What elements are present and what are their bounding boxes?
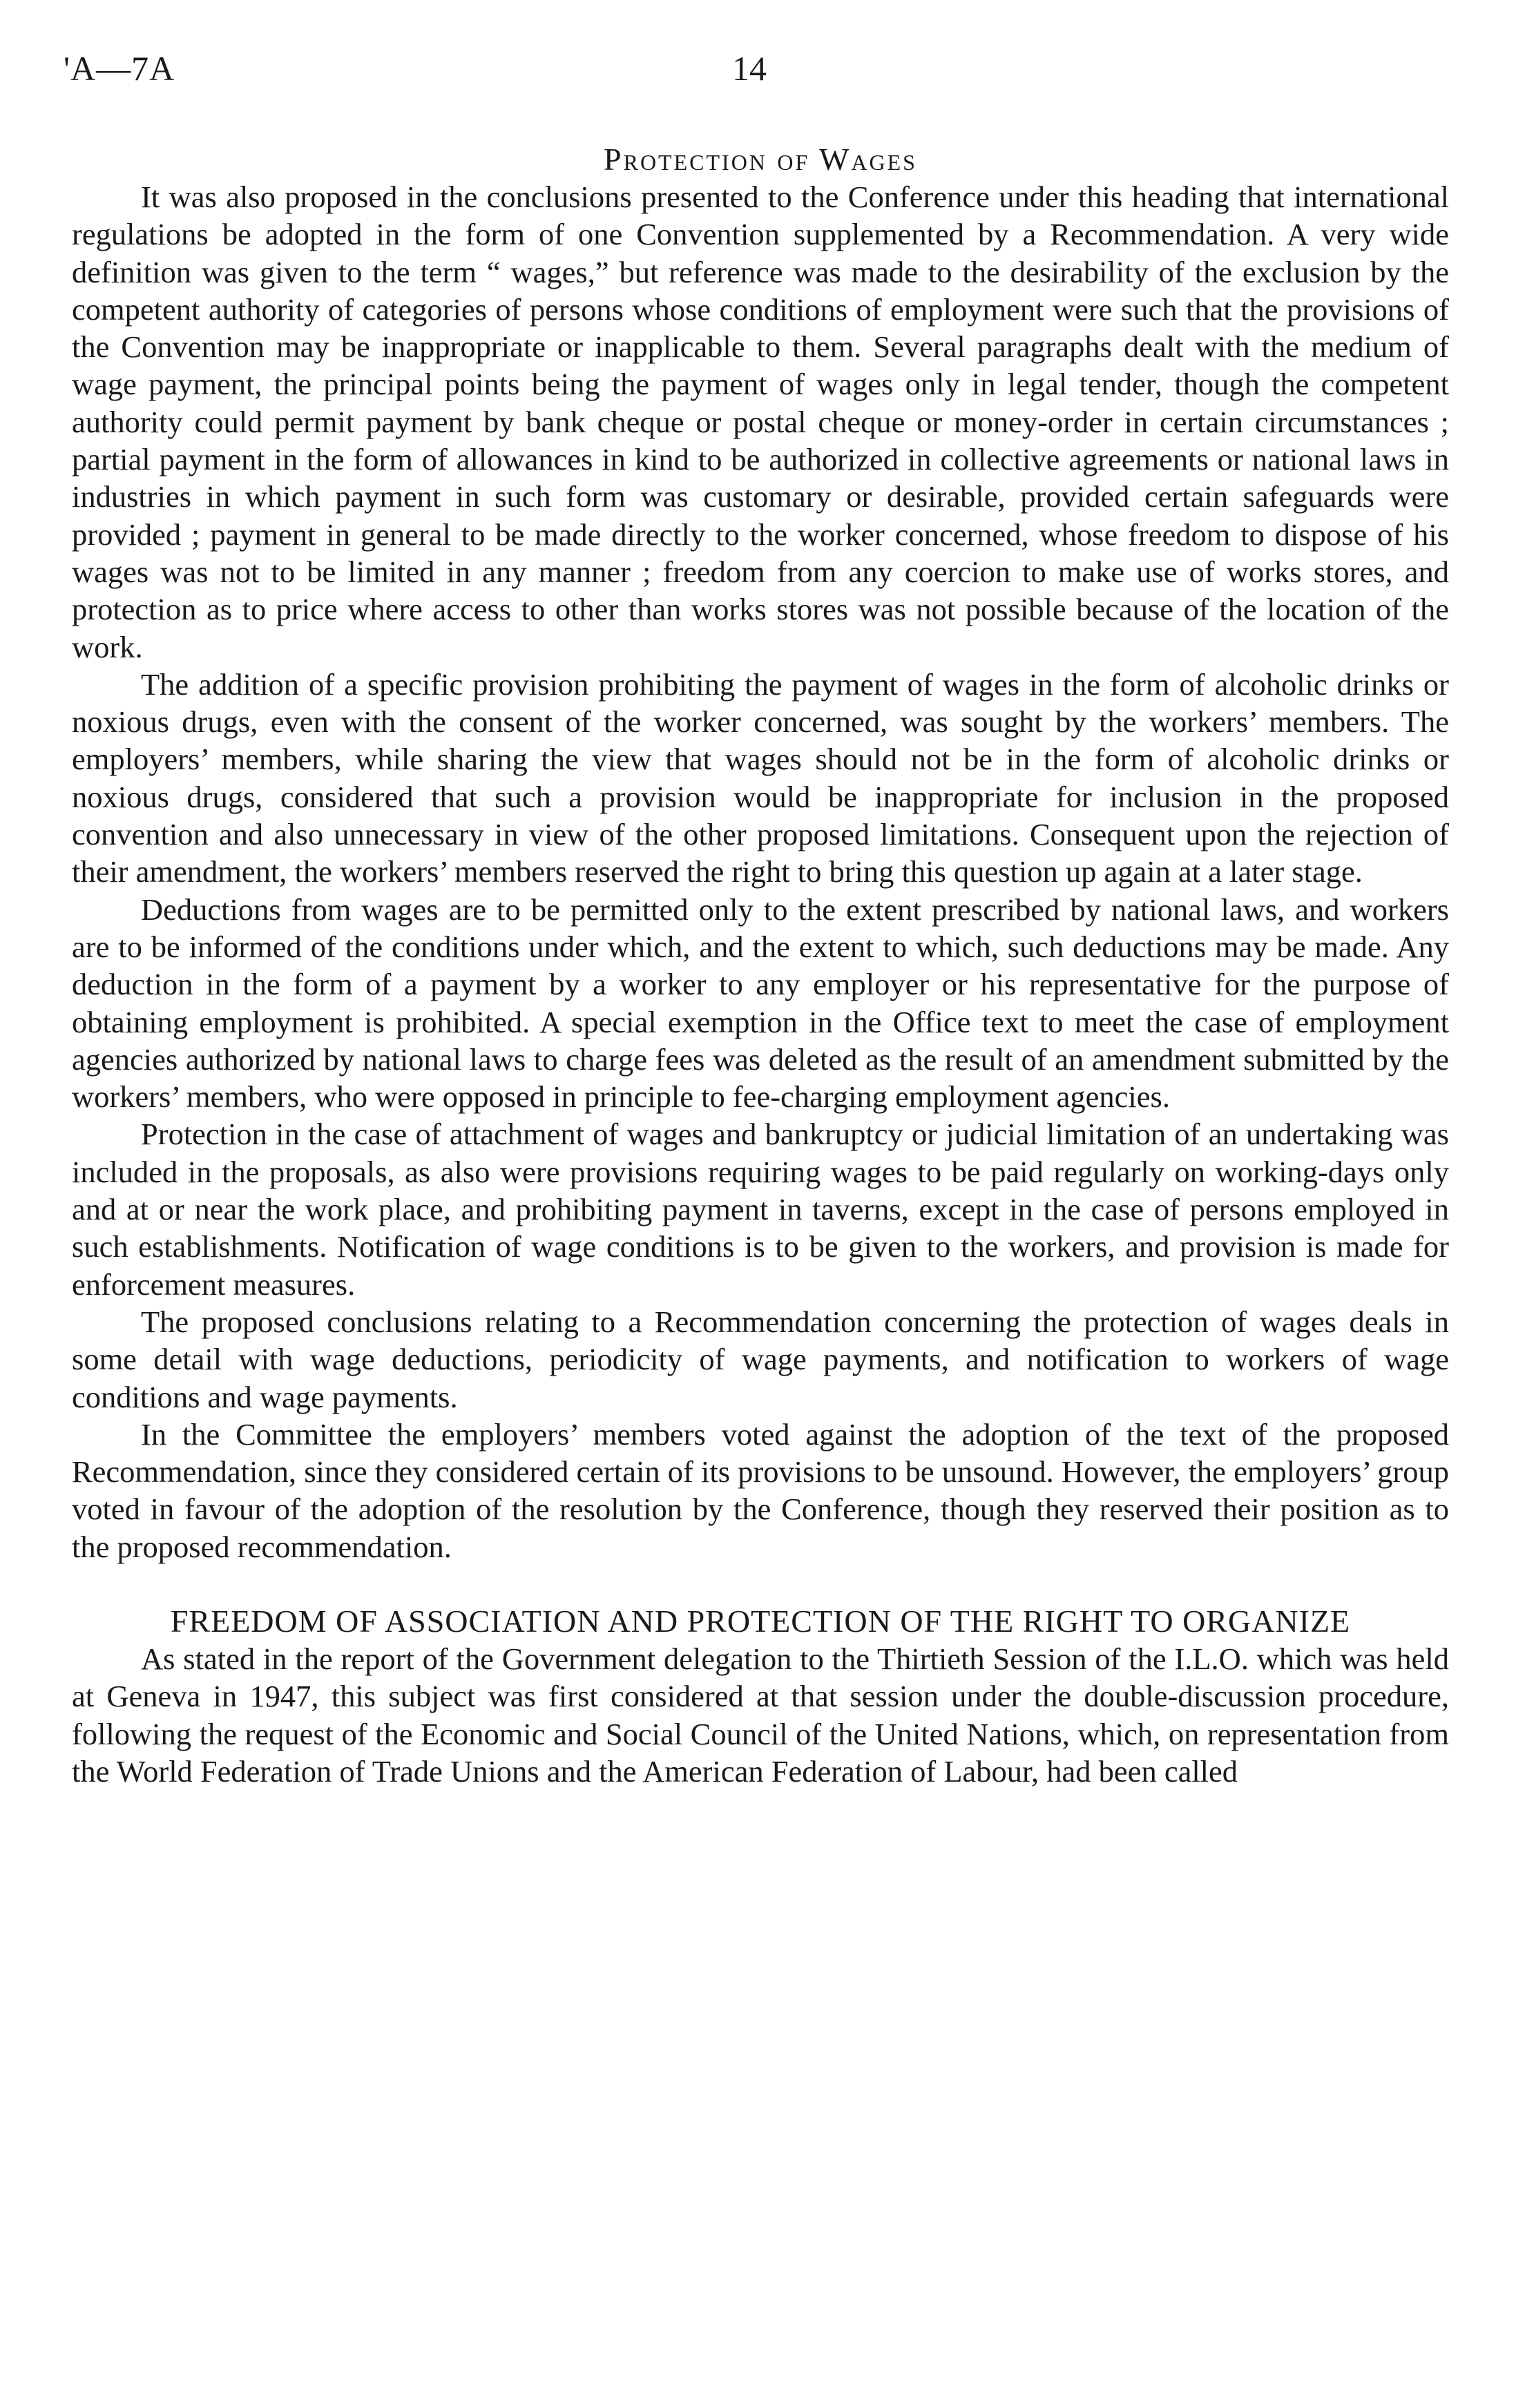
paragraph: The proposed conclusions relating to a Recommendation concerning the protection of wages deals in some detail with wage deductions, periodicity of wage payments, and notification to workers of wage conditions and wage payments. <box>72 1304 1449 1414</box>
section-heading-freedom-of-association: FREEDOM OF ASSOCIATION AND PROTECTION OF THE RIGHT TO ORGANIZE <box>170 1603 1351 1639</box>
paragraph: In the Committee the employers’ members voted against the adoption of the text of the proposed Recommendation, since they considered certain of its provisions to be unsound. However, the employers’ group voted in favour of the adoption of the resolution by the Conference, though they reserved their position as to the proposed recommendation. <box>72 1416 1449 1564</box>
section-heading-protection-of-wages: Protection of Wages <box>604 142 917 177</box>
text-column <box>72 141 1449 1790</box>
paragraph: As stated in the report of the Government delegation to the Thirtieth Session of the I.L.O. which was held at Geneva in 1947, this subject was first considered at that session under the double-discussion procedure, following the request of the Economic and Social Council of the United Nations, which, on representation from the World Federation of Trade Unions and the American Federation of Labour, had been called <box>72 1641 1449 1789</box>
paragraph: Deductions from wages are to be permitted only to the extent prescribed by national laws, and workers are to be informed of the conditions under which, and the extent to which, such deductions may be made. Any deduction in the form of a payment by a worker to any employer or his representative for the purpose of obtaining employment is prohibited. A special exemption in the Office text to meet the case of employment agencies authorized by national laws to charge fees was deleted as the result of an amendment submitted by the workers’ members, who were opposed in principle to fee-charging employment agencies. <box>72 892 1449 1115</box>
paragraph: The addition of a specific provision prohibiting the payment of wages in the form of alcoholic drinks or noxious drugs, even with the consent of the worker concerned, was sought by the workers’ members. The employers’ members, while sharing the view that wages should not be in the form of alcoholic drinks or noxious drugs, considered that such a provision would be inappropriate for inclusion in the proposed convention and also unnecessary in view of the other proposed limitations. Consequent upon the rejection of their amendment, the workers’ members reserved the right to bring this question up again at a later stage. <box>72 666 1449 889</box>
document-reference: 'A—7A <box>64 49 175 88</box>
paragraph: Protection in the case of attachment of wages and bankruptcy or judicial limitation of an undertaking was included in the proposals, as also were provisions requiring wages to be paid regularly on working-days only and at or near the work place, and prohibiting payment in taverns, except in the case of persons employed in such establishments. Notification of wage conditions is to be given to the workers, and provision is made for enforcement measures. <box>72 1117 1449 1302</box>
page-number: 14 <box>732 49 767 88</box>
paragraph: It was also proposed in the conclusions presented to the Conference under this heading that international regulations be adopted in the form of one Convention supplemented by a Recommendation. A very wide definition was given to the term “ wages,” but reference was made to the desirability of the exclusion by the competent authority of categories of persons whose conditions of employment were such that the provisions of the Convention may be inappropriate or inapplicable to them. Several paragraphs dealt with the medium of wage payment, the principal points being the payment of wages only in legal tender, though the competent authority could permit payment by bank cheque or postal cheque or money-order in certain circumstances ; partial payment in the form of allowances in kind to be authorized in collective agreements or national laws in industries in which payment in such form was customary or desirable, provided certain safeguards were provided ; payment in general to be made directly to the worker concerned, whose freedom to dispose of his wages was not to be limited in any manner ; freedom from any coercion to make use of works stores, and protection as to price where access to other than works stores was not possible because of the location of the work. <box>72 180 1449 664</box>
